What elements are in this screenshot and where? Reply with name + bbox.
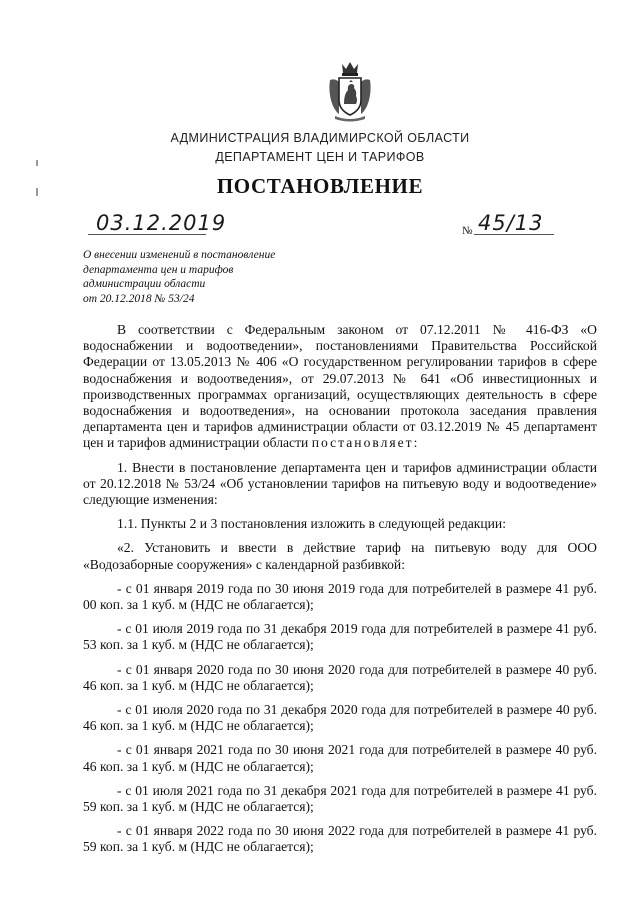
tariff-period-item: - с 01 января 2020 года по 30 июня 2020 года для потребителей в размере 40 руб. 46 коп. за 1 куб. м (НДС не облагается); (83, 661, 597, 693)
preamble-paragraph (83, 322, 597, 452)
document-number: 45/13 (478, 211, 544, 235)
coat-of-arms-emblem (327, 60, 373, 122)
tariff-period-item: - с 01 июля 2019 года по 31 декабря 2019 года для потребителей в размере 41 руб. 53 коп. за 1 куб. м (НДС не облагается); (83, 621, 597, 653)
number-sign: № (462, 225, 473, 237)
document-date: 03.12.2019 (96, 211, 227, 235)
organization-name: АДМИНИСТРАЦИЯ ВЛАДИМИРСКОЙ ОБЛАСТИ (170, 131, 470, 145)
subject-line: департамента цен и тарифов (83, 263, 234, 276)
number-underline (474, 234, 554, 235)
document-type-title: ПОСТАНОВЛЕНИЕ (216, 174, 424, 198)
subject-line: администрации области (83, 278, 206, 290)
document-subject (83, 248, 323, 306)
item-1-1-paragraph: 1.1. Пункты 2 и 3 постановления изложить в следующей редакции: (117, 516, 506, 532)
department-name: ДЕПАРТАМЕНТ ЦЕН И ТАРИФОВ (215, 150, 425, 164)
tariff-period-item: - с 01 июля 2020 года по 31 декабря 2020 года для потребителей в размере 40 руб. 46 коп. за 1 куб. м (НДС не облагается); (83, 702, 597, 734)
subject-line: от 20.12.2018 № 53/24 (83, 292, 195, 305)
tariff-period-item: - с 01 января 2022 года по 30 июня 2022 года для потребителей в размере 41 руб. 59 коп. за 1 куб. м (НДС не облагается); (83, 823, 597, 855)
item-2-paragraph: «2. Установить и ввести в действие тариф на питьевую воду для ООО «Водозаборные сооружения» с календарной разбивкой: (83, 540, 597, 572)
subject-line: О внесении изменений в постановление (83, 249, 276, 261)
tariff-period-item: - с 01 июля 2021 года по 31 декабря 2021 года для потребителей в размере 41 руб. 59 коп. за 1 куб. м (НДС не облагается); (83, 782, 597, 815)
item-1-paragraph: 1. Внести в постановление департамента цен и тарифов администрации области от 20.12.2018 № 53/24 «Об установлении тарифов на питьевую воду и водоотведение» следующие изменения: (83, 459, 597, 508)
tariff-period-item: - с 01 января 2019 года по 30 июня 2019 года для потребителей в размере 41 руб. 00 коп. за 1 куб. м (НДС не облагается); (83, 580, 597, 613)
decree-word: постановляет: (311, 435, 420, 451)
tariff-period-item: - с 01 января 2021 года по 30 июня 2021 года для потребителей в размере 40 руб. 46 коп. за 1 куб. м (НДС не облагается); (83, 742, 597, 774)
document-body (83, 322, 597, 856)
date-underline (88, 234, 206, 235)
preamble-text: В соответствии с Федеральным законом от 07.12.2011 № 416-ФЗ «О водоснабжении и водоотведении», постановлениями Правительства Российской Федерации от 13.05.2013 № 406 «О государственном регулировании тарифов в сфере водоснабжения и водоотведения», от 29.07.2013 № 641 «Об инвестиционных и производственных программах организаций, осуществляющих деятельность в сфере водоснабжения и водоотведения», на основании протокола заседания правления департамента цен и тарифов администрации области от 03.12.2019 № 45 департамент цен и тарифов администрации области (83, 322, 597, 451)
